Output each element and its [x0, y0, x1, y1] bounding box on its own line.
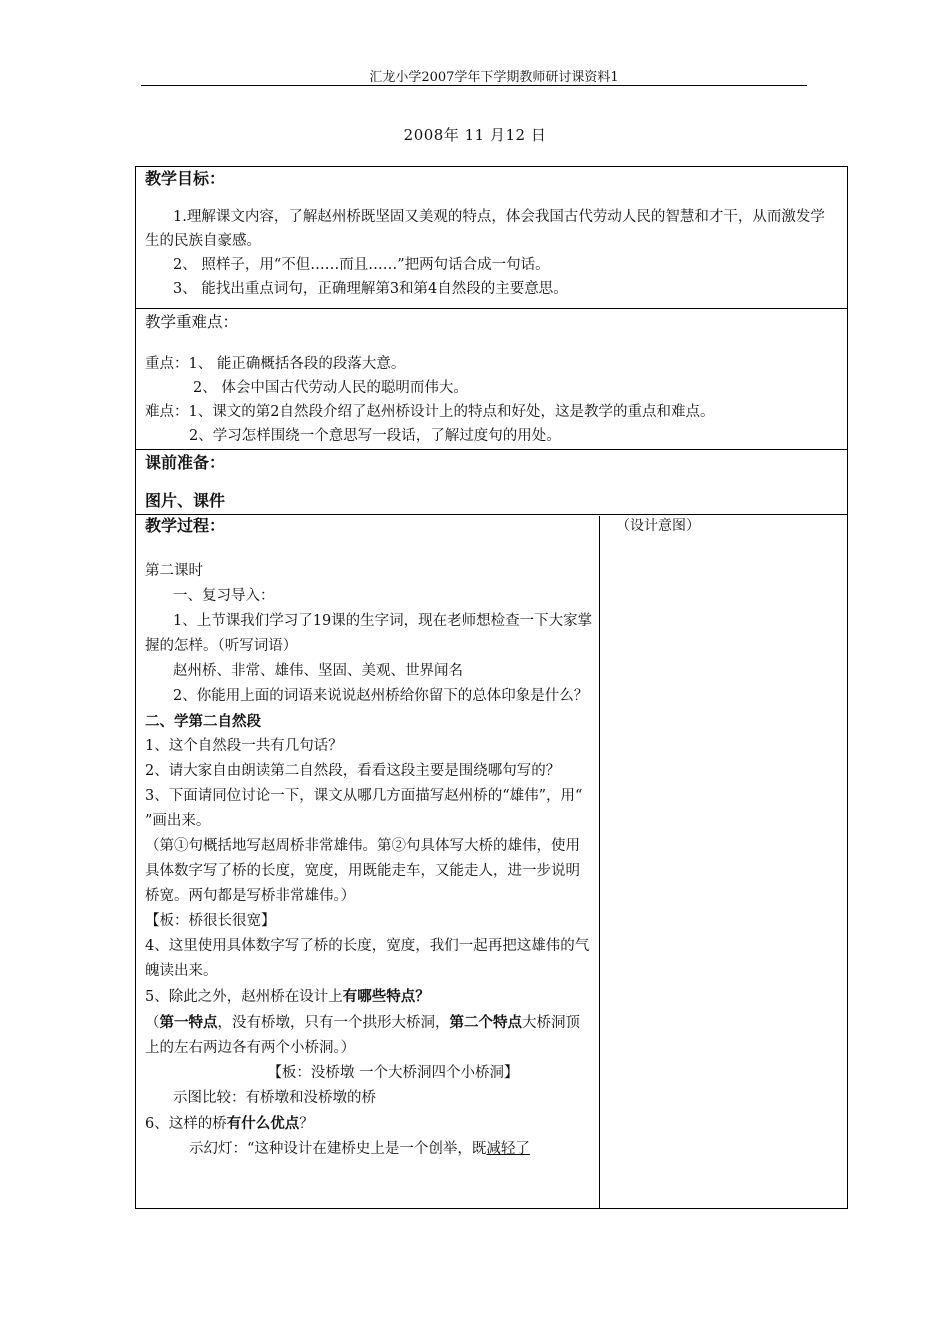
document-date: 2008年 11 月12 日 — [403, 126, 547, 144]
question — [145, 984, 593, 1010]
difficulty-line: 2、学习怎样围绕一个意思写一段话，了解过度句的用处。 — [189, 428, 561, 444]
review-item: 2、你能用上面的词语来说说赵州桥给你留下的总体印象是什么？ — [173, 688, 589, 704]
difficulties-heading: 教学重难点： — [145, 313, 239, 331]
answer-emphasis: 第二个特点 — [449, 1014, 522, 1031]
section-divider — [136, 449, 847, 450]
goal-item: 2、 照样子，用“不但……而且……”把两句话合成一句话。 — [173, 257, 550, 273]
answer-text: 大桥洞顶上的左右两边各有两个小桥洞。） — [145, 1015, 580, 1056]
slide-note — [145, 1137, 593, 1162]
question-text: ？ — [299, 1116, 314, 1132]
question: 1、这个自然段一共有几句话？ — [145, 738, 343, 754]
section2-title: 二、学第二自然段 — [145, 713, 261, 730]
answer-text: ，没有桥墩，只有一个拱形大桥洞， — [217, 1015, 450, 1031]
column-divider — [599, 516, 600, 1208]
difficulty-line: 2、 体会中国古代劳动人民的聪明而伟大。 — [193, 380, 468, 396]
lesson-label: 第二课时 — [145, 563, 203, 579]
section-divider — [136, 514, 847, 515]
goals-heading: 教学目标： — [145, 169, 226, 188]
prep-content: 图片、课件 — [145, 491, 226, 510]
question: 2、请大家自由朗读第二自然段，看看这段主要是围绕哪句写的？ — [145, 763, 561, 779]
lesson-plan-table — [135, 166, 848, 1209]
word-list: 赵州桥、非常、雄伟、坚固、美观、世界闻名 — [173, 663, 463, 679]
header-rule — [141, 85, 807, 86]
answer-emphasis: 第一特点 — [159, 1014, 218, 1031]
compare-note: 示图比较：有桥墩和没桥墩的桥 — [173, 1090, 376, 1106]
board-note: 【板：桥很长很宽】 — [145, 913, 276, 929]
review-title: 一、复习导入： — [173, 588, 275, 604]
question-emphasis: 有哪些特点？ — [342, 988, 430, 1005]
question-text: 5、除此之外，赵州桥在设计上 — [145, 989, 343, 1005]
goal-item: 3、 能找出重点词句，正确理解第3和第4自然段的主要意思。 — [173, 281, 568, 297]
question: 3、下面请同位讨论一下，课文从哪几方面描写赵州桥的“雄伟”，用“ ”画出来。 — [145, 788, 583, 829]
design-intent-label: （设计意图） — [616, 518, 700, 534]
process-content — [145, 559, 593, 1162]
document-header: 汇龙小学2007学年下学期教师研讨课资料1 — [369, 70, 619, 85]
question-text: 6、这样的桥 — [145, 1116, 227, 1132]
difficulty-line: 重点：1、 能正确概括各段的段落大意。 — [145, 356, 406, 372]
slide-underlined: 减轻了 — [486, 1141, 530, 1157]
goals-section — [145, 167, 839, 301]
question: 4、这里使用具体数字写了桥的长度，宽度，我们一起再把这雄伟的气魄读出来。 — [145, 938, 590, 979]
process-heading: 教学过程： — [145, 516, 226, 535]
slide-text: 示幻灯：“这种设计在建桥史上是一个创举，既 — [189, 1141, 487, 1157]
answer: （第①句概括地写赵周桥非常雄伟。第②句具体写大桥的雄伟，使用具体数字写了桥的长度，宽度，用既能走车，又能走人，进一步说明桥宽。两句都是写桥非常雄伟。） — [145, 838, 580, 904]
section-divider — [136, 308, 847, 309]
answer — [145, 1010, 593, 1061]
difficulties-section — [145, 310, 839, 448]
goal-item: 1.理解课文内容，了解赵州桥既坚固又美观的特点，体会我国古代劳动人民的智慧和才干，从而激发学生的民族自豪感。 — [145, 209, 825, 249]
prep-heading: 课前准备： — [145, 453, 226, 472]
board-note: 【板：没桥墩 一个大桥洞四个小桥洞】 — [267, 1065, 519, 1081]
question-emphasis: 有什么优点 — [226, 1115, 300, 1132]
difficulty-line: 难点：1、课文的第2自然段介绍了赵州桥设计上的特点和好处，这是教学的重点和难点。 — [145, 404, 715, 420]
question — [145, 1111, 593, 1137]
review-item: 1、上节课我们学习了19课的生字词，现在老师想检查一下大家掌握的怎样。（听写词语） — [145, 613, 593, 654]
prep-section — [145, 451, 839, 513]
answer-text: （ — [145, 1015, 160, 1031]
